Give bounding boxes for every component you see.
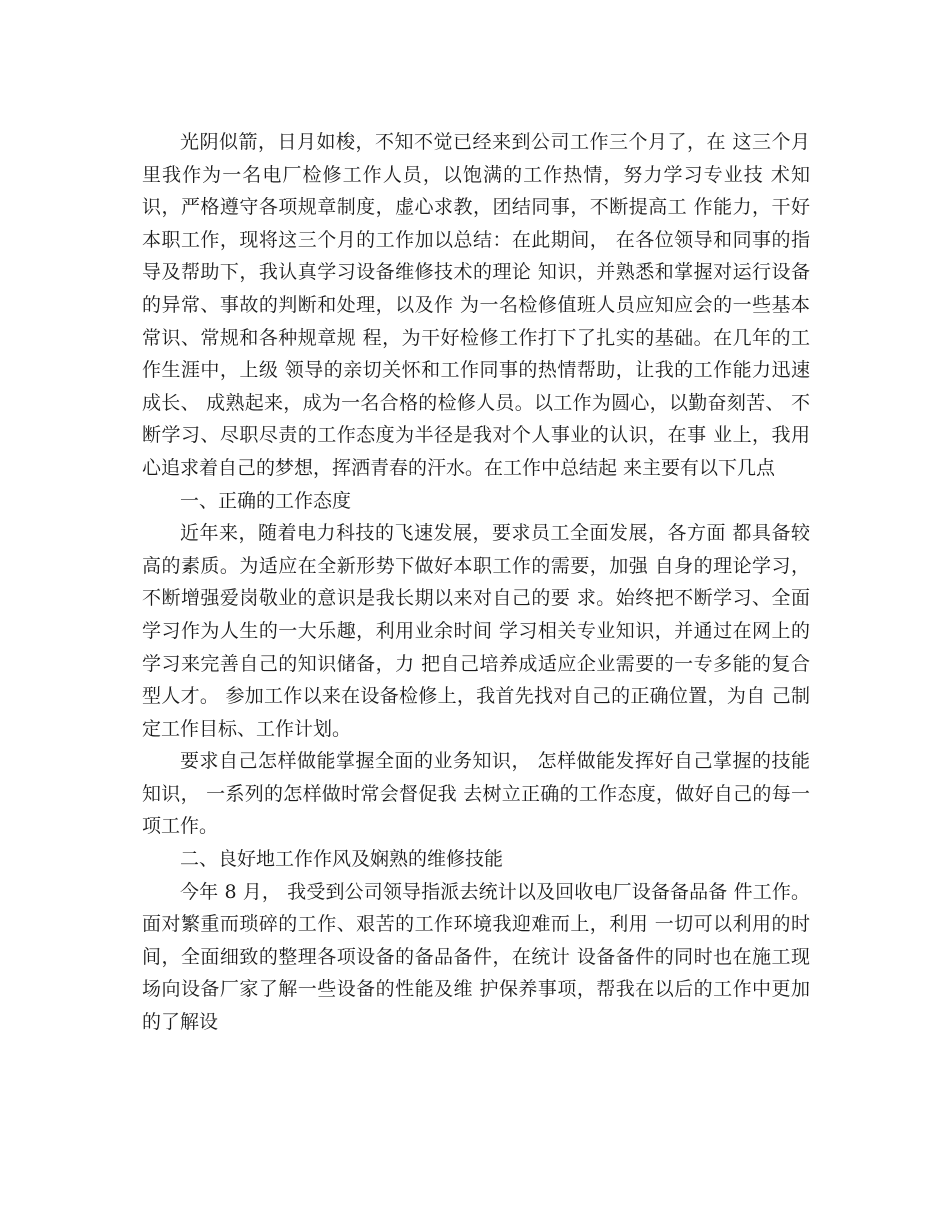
section-heading-work-style: 二、良好地工作作风及娴熟的维修技能	[180, 848, 504, 871]
document-body	[142, 126, 817, 1039]
attitude-paragraph: 近年来，随着电力科技的飞速发展，要求员工全面发展，各方面 都具备较高的素质。为适应在全新形势下做好本职工作的需要，加强 自身的理论学习， 不断增强爱岗敬业的意识是我长期以来对自己的要 求。始终把不断学习、全面学习作为人生的一大乐趣，利用业余时间 学习相关专业知识，并通过在网上的学习来完善自己的知识储备，力 把自己培养成适应企业需要的一专多能的复合型人才。 参加工作以来在设备检修上，我首先找对自己的正确位置，为自 己制定工作目标、工作计划。	[142, 522, 817, 740]
work-style-paragraph: 今年 8 月， 我受到公司领导指派去统计以及回收电厂设备备品备 件工作。面对繁重而琐碎的工作、艰苦的工作环境我迎难而上，利用 一切可以利用的时间，全面细致的整理各项设备的备品备件，在统计 设备备件的同时也在施工现场向设备厂家了解一些设备的性能及维 护保养事项，帮我在以后的工作中更加的了解设	[142, 880, 810, 1034]
requirements-paragraph: 要求自己怎样做能掌握全面的业务知识， 怎样做能发挥好自己掌握的技能知识， 一系列的怎样做时常会督促我 去树立正确的工作态度，做好自己的每一项工作。	[142, 750, 810, 838]
section-heading-attitude: 一、正确的工作态度	[180, 489, 352, 512]
intro-paragraph: 光阴似箭，日月如梭，不知不觉已经来到公司工作三个月了，在 这三个月里我作为一名电厂检修工作人员，以饱满的工作热情，努力学习专业技 术知识，严格遵守各项规章制度，虚心求教，团结同事，不断提高工 作能力，干好本职工作，现将这三个月的工作加以总结：在此期间， 在各位领导和同事的指导及帮助下，我认真学习设备维修技术的理论 知识，并熟悉和掌握对运行设备的异常、事故的判断和处理，以及作 为一名检修值班人员应知应会的一些基本常识、常规和各种规章规 程，为干好检修工作打下了扎实的基础。在几年的工作生涯中，上级 领导的亲切关怀和工作同事的热情帮助，让我的工作能力迅速成长、 成熟起来，成为一名合格的检修人员。以工作为圆心，以勤奋刻苦、 不断学习、尽职尽责的工作态度为半径是我对个人事业的认识，在事 业上，我用心追求着自己的梦想，挥洒青春的汗水。在工作中总结起 来主要有以下几点	[142, 131, 810, 479]
